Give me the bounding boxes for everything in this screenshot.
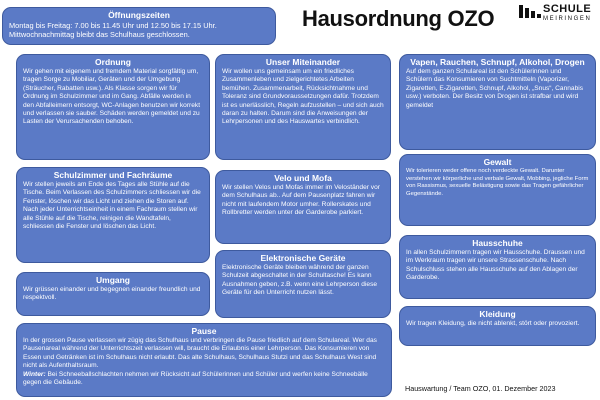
section-miteinander	[215, 54, 391, 160]
section-pause	[16, 323, 392, 397]
section-title: Kleidung	[479, 309, 516, 319]
opening-hours-note: Mittwochnachmittag bleibt das Schulhaus geschlossen.	[9, 30, 190, 40]
section-title: Ordnung	[95, 57, 131, 67]
section-oeffnungszeiten	[2, 7, 276, 45]
section-title: Öffnungszeiten	[108, 10, 170, 20]
section-text: Wir gehen mit eigenem und fremdem Material sorgfältig um, tragen Sorge zu Mobiliar, Geräten und der Umgebung (Sträucher, Rabatten usw.). Als Klasse sorgen wir für Ordnung im Schulzimmer und im Gang. Abfälle werden in den Abfalleimern entsorgt, WC-Anlagen benutzen wir korrekt und verlassen sie sauber. Schäden werden gemeldet und zu Lasten der Verursachenden behoben.	[23, 68, 201, 126]
footer-credit: Hauswartung / Team OZO, 01. Dezember 2023	[405, 384, 556, 393]
section-title: Umgang	[96, 275, 130, 285]
section-hausschuhe	[399, 235, 596, 299]
section-title: Elektronische Geräte	[260, 253, 346, 263]
section-text: Wir wollen uns gemeinsam um ein friedliches Zusammenleben und zielgerichtetes Arbeiten bemühen. Zusammenarbeit, Rücksichtnahme und Toleranz sind Grundvoraussetzungen dafür. Trotzdem ist es unerlässlich, Regeln aufzustellen – und sich auch daran zu halten. Darum sind die Anweisungen der Lehrpersonen und des Hauswartes verbindlich.	[222, 68, 384, 126]
section-text: Elektronische Geräte bleiben während der ganzen Schulzeit abgeschaltet in der Schultasche! Es kann Ausnahmen geben, z.B. wenn eine Lehrperson diese Geräte für den Unterricht nutzen lässt.	[222, 264, 378, 297]
section-gewalt	[399, 154, 596, 226]
section-schulzimmer	[16, 167, 210, 263]
section-title: Gewalt	[483, 157, 512, 167]
school-logo	[517, 3, 597, 33]
section-text: Wir stellen Velos und Mofas immer im Veloständer vor dem Schulhaus ab.. Auf dem Pausenplatz fahren wir nicht mit laufendem Motor umher. Rollerskates und Rollbretter werden unter der Garderobe parkiert.	[222, 184, 380, 217]
section-text: Wir tragen Kleidung, die nicht ablenkt, stört oder provoziert.	[406, 320, 580, 327]
section-ordnung	[16, 54, 210, 160]
section-text: Wir stellen jeweils am Ende des Tages alle Stühle auf die Tische. Beim Verlassen des Schulzimmers schliessen wir die Fenster, löschen wir das Licht und ziehen die Storen auf. Nach jeder Unterrichtseinheit in einem Fachraum stellen wir alle Stühle auf die Tische, reinigen die Wandtafeln, schliessen die Fenster und löschen das Licht.	[23, 181, 201, 231]
section-text: In allen Schulzimmern tragen wir Hausschuhe. Draussen und im Werkraum tragen wir unsere Strassenschuhe. Nach Schulschluss stehen alle Hausschuhe auf den Ablagen der Garderobe.	[406, 249, 585, 282]
section-title: Hausschuhe	[472, 238, 523, 248]
section-elektronik	[215, 250, 391, 318]
pause-text: In der grossen Pause verlassen wir zügig das Schulhaus und verbringen die Pause friedlich auf dem Schulareal. Wer das Pausenareal während der Unterrichtszeit verlassen will, braucht die Erlaubnis einer Lehrperson. Das Konsumieren von Essen und Getränken ist im Schulhaus nicht erlaubt. Das alte Schulhaus, Schulhaus Stutzi und das Schulhaus West sind nicht als Aufenthaltsraum.	[23, 337, 377, 370]
section-text: Wir grüssen einander und begegnen einander freundlich und respektvoll.	[23, 286, 201, 302]
section-title: Velo und Mofa	[274, 173, 332, 183]
section-title: Schulzimmer und Fachräume	[53, 170, 173, 180]
section-umgang	[16, 272, 210, 316]
section-title: Unser Miteinander	[265, 57, 341, 67]
winter-label: Winter:	[23, 370, 46, 378]
section-text: Wir tolerieren weder offene noch verdeckte Gewalt. Darunter verstehen wir körperliche und verbale Gewalt, Mobbing, jegliche Form von Rassismus, sexuelle Belästigung sowie das Tragen gefährlicher Gegenstände.	[406, 168, 589, 197]
logo-text-place: MEIRINGEN	[543, 16, 592, 22]
opening-hours-line: Montag bis Freitag: 7.00 bis 11.45 Uhr und 12.50 bis 17.15 Uhr.	[9, 21, 217, 30]
section-text	[23, 337, 385, 387]
page-title: Hausordnung OZO	[302, 6, 495, 31]
section-title: Vapen, Rauchen, Schnupf, Alkohol, Drogen	[410, 57, 585, 67]
winter-text: Bei Schneeballschlachten nehmen wir Rücksicht auf Schülerinnen und Schüler und werfen keine Schneebälle gegen die Gebäude.	[23, 370, 368, 387]
section-velo	[215, 170, 391, 244]
section-title: Pause	[191, 326, 217, 336]
section-kleidung	[399, 306, 596, 346]
logo-mark-icon	[517, 4, 545, 20]
section-text: Auf dem ganzen Schulareal ist den Schülerinnen und Schülern das Konsumieren von Suchtmitteln (Vaporizer, Zigaretten, E-Zigaretten, Schnupf, Alkohol, „Snus“, Cannabis usw.) verboten. Der Besitz von Drogen ist strafbar und wird gemeldet	[406, 68, 584, 109]
logo-text-school: SCHULE	[543, 3, 592, 15]
section-vapen	[399, 54, 596, 150]
